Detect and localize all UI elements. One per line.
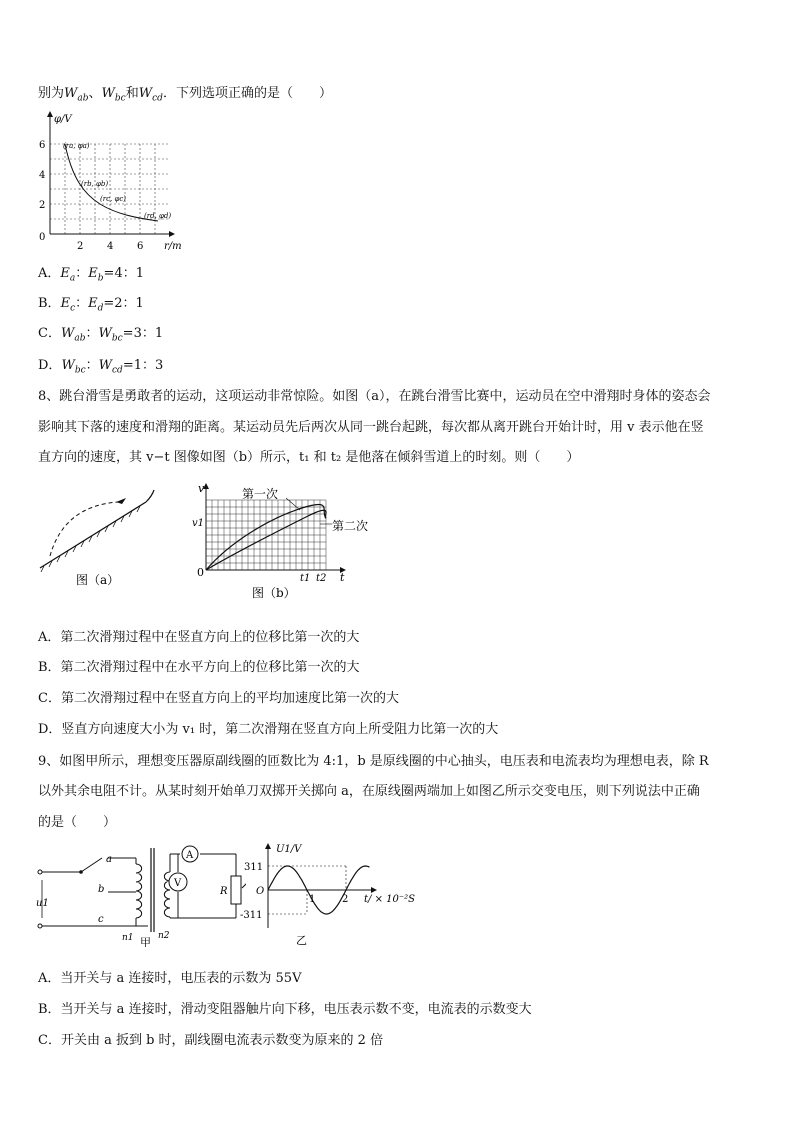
fig-b-caption: 图（b） <box>252 586 296 600</box>
option-label: C． <box>38 326 61 341</box>
x-axis-label: r/m <box>164 241 182 252</box>
fig-a-caption: 图（a） <box>76 573 120 587</box>
term-sub: bc <box>111 333 123 344</box>
option-label: D． <box>38 358 62 373</box>
terminal-top <box>38 870 42 874</box>
point-d: (rd, φd) <box>144 212 172 220</box>
origin-label: O <box>256 886 265 897</box>
q8-option-c: C．第二次滑翔过程中在竖直方向上的平均加速度比第一次的大 <box>38 691 399 706</box>
u-axis-label: U1/V <box>276 844 302 855</box>
ratio: =1：3 <box>122 358 164 373</box>
colon: ： <box>85 326 99 341</box>
colon: ： <box>85 358 99 373</box>
w-cd-sub: cd <box>152 93 163 104</box>
q8-option-a: A．第二次滑翔过程中在竖直方向上的位移比第一次的大 <box>38 630 360 645</box>
q7-intro-post: ．下列选项正确的是（ ） <box>162 86 332 101</box>
t-tick-1: 1 <box>309 894 316 905</box>
peak-label: 311 <box>244 862 264 873</box>
q7-intro <box>38 82 332 104</box>
sep: 、 <box>88 86 102 101</box>
slope-hatch <box>41 506 140 572</box>
potential-curve <box>65 144 158 221</box>
q7-potential-graph <box>36 108 186 253</box>
point-c: (rc, φc) <box>100 195 127 203</box>
t2-label: t2 <box>316 573 327 584</box>
series-2-label: 第二次 <box>332 519 369 533</box>
n1-label: n1 <box>122 933 134 943</box>
u1-label: u1 <box>36 898 49 909</box>
w-ab-sub: ab <box>77 93 89 104</box>
q7-option-a <box>38 262 144 284</box>
q8-option-b: B．第二次滑翔过程中在水平方向上的位移比第一次的大 <box>38 660 360 675</box>
option-label: A． <box>38 266 61 281</box>
x-tick: 2 <box>77 241 84 252</box>
term-sub: b <box>97 273 104 284</box>
q7-option-c <box>38 322 163 344</box>
q9-wave-figure <box>236 838 426 948</box>
y-tick: 4 <box>39 170 46 181</box>
q8-option-d: D．竖直方向速度大小为 v₁ 时，第二次滑翔在竖直方向上所受阻力比第一次的大 <box>38 722 499 737</box>
primary-wires <box>40 858 148 926</box>
point-b: (rb, φb) <box>81 180 109 188</box>
trajectory <box>50 502 118 556</box>
term-sub: bc <box>74 365 86 376</box>
x-tick: 6 <box>137 241 144 252</box>
q7-intro-pre: 别为 <box>38 86 65 101</box>
ramp <box>146 490 154 502</box>
terminal-bottom <box>38 924 42 928</box>
n2-label: n2 <box>158 931 170 941</box>
term-sub: a <box>69 273 76 284</box>
term-sub: cd <box>112 365 123 376</box>
q9-option-c: C．开关由 a 扳到 b 时，副线圈电流表示数变为原来的 2 倍 <box>38 1033 384 1048</box>
q8-text-line-1: 8、跳台滑雪是勇敢者的运动，这项运动非常惊险。如图（a），在跳台滑雪比赛中，运动员在空中滑翔时身体的姿态会 <box>38 389 711 404</box>
voltmeter-label: V <box>174 878 182 889</box>
w-ab: W <box>64 86 78 101</box>
term: E <box>88 266 98 281</box>
q9-circuit-figure <box>36 842 246 947</box>
term: E <box>88 296 98 311</box>
q7-option-d <box>38 354 163 376</box>
term: W <box>60 326 75 341</box>
q8-text-line-3: 直方向的速度，其 v−t 图像如图（b）所示，t₁ 和 t₂ 是他落在倾斜雪道上的时刻。则（ ） <box>38 450 580 465</box>
option-label: B． <box>38 296 61 311</box>
term: E <box>60 266 70 281</box>
ratio: =4：1 <box>103 266 144 281</box>
q8-text-line-2: 影响其下落的速度和滑翔的距离。某运动员先后两次从同一跳台起跳，每次都从离开跳台开始计时，用 v 表示他在竖 <box>38 420 704 435</box>
term-sub: c <box>70 303 76 314</box>
w-cd: W <box>138 86 153 101</box>
point-a: (ra, φa) <box>63 142 90 150</box>
q9-option-b: B．当开关与 a 连接时，滑动变阻器触片向下移，电压表示数不变，电流表的示数变大 <box>38 1002 532 1017</box>
grid <box>50 144 168 234</box>
fig-jia-caption: 甲 <box>140 936 151 947</box>
origin-label: 0 <box>197 566 204 579</box>
switch-pivot <box>79 870 83 874</box>
q8-figure-b <box>190 480 390 605</box>
w-bc-sub: bc <box>114 93 126 104</box>
y-tick: 6 <box>39 140 46 151</box>
q7-option-b <box>38 292 144 314</box>
fig-yi-caption: 乙 <box>296 934 307 947</box>
ratio: =2：1 <box>103 296 144 311</box>
colon: ： <box>75 296 89 311</box>
term: W <box>61 358 75 373</box>
origin-label: 0 <box>39 232 46 243</box>
x-axis-label: t <box>340 571 345 584</box>
term: W <box>98 326 112 341</box>
sep: 和 <box>125 86 139 101</box>
contact-b-label: b <box>98 884 105 895</box>
primary-coil <box>136 864 142 918</box>
ratio: =3：1 <box>122 326 164 341</box>
term: E <box>60 296 71 311</box>
term-sub: d <box>97 303 104 314</box>
q8-figure-a <box>36 488 166 588</box>
series-1-label: 第一次 <box>242 487 279 501</box>
w-bc: W <box>101 86 115 101</box>
q9-text-line-1: 9、如图甲所示，理想变压器原副线圈的匝数比为 4:1，b 是原线圈的中心抽头，电压表和电流表均为理想电表，除 R <box>38 754 709 769</box>
y-axis-label: v <box>198 482 205 495</box>
v1-label: v1 <box>192 518 205 529</box>
q9-option-a: A．当开关与 a 连接时，电压表的示数为 55V <box>38 971 302 986</box>
term: W <box>98 358 113 373</box>
y-axis-label: φ/V <box>54 114 72 125</box>
ammeter-label: A <box>186 850 194 861</box>
t-axis-label: t/ × 10⁻²S <box>364 894 415 905</box>
t-tick-2: 2 <box>342 894 349 905</box>
q9-text-line-3: 的是（ ） <box>38 815 117 830</box>
slope-line <box>40 502 146 568</box>
jumper-icon <box>116 498 126 504</box>
y-tick: 2 <box>39 200 46 211</box>
x-tick: 4 <box>107 241 114 252</box>
term-sub: ab <box>74 333 86 344</box>
resistor-label: R <box>220 886 228 897</box>
t1-label: t1 <box>300 573 311 584</box>
q9-text-line-2: 以外其余电阻不计。从某时刻开始单刀双掷开关掷向 a，在原线圈两端加上如图乙所示交变电压，则下列说法中正确 <box>38 784 700 799</box>
colon: ： <box>75 266 89 281</box>
contact-c-label: c <box>98 914 104 925</box>
trough-label: -311 <box>240 910 263 921</box>
contact-a-label: a <box>106 854 112 865</box>
